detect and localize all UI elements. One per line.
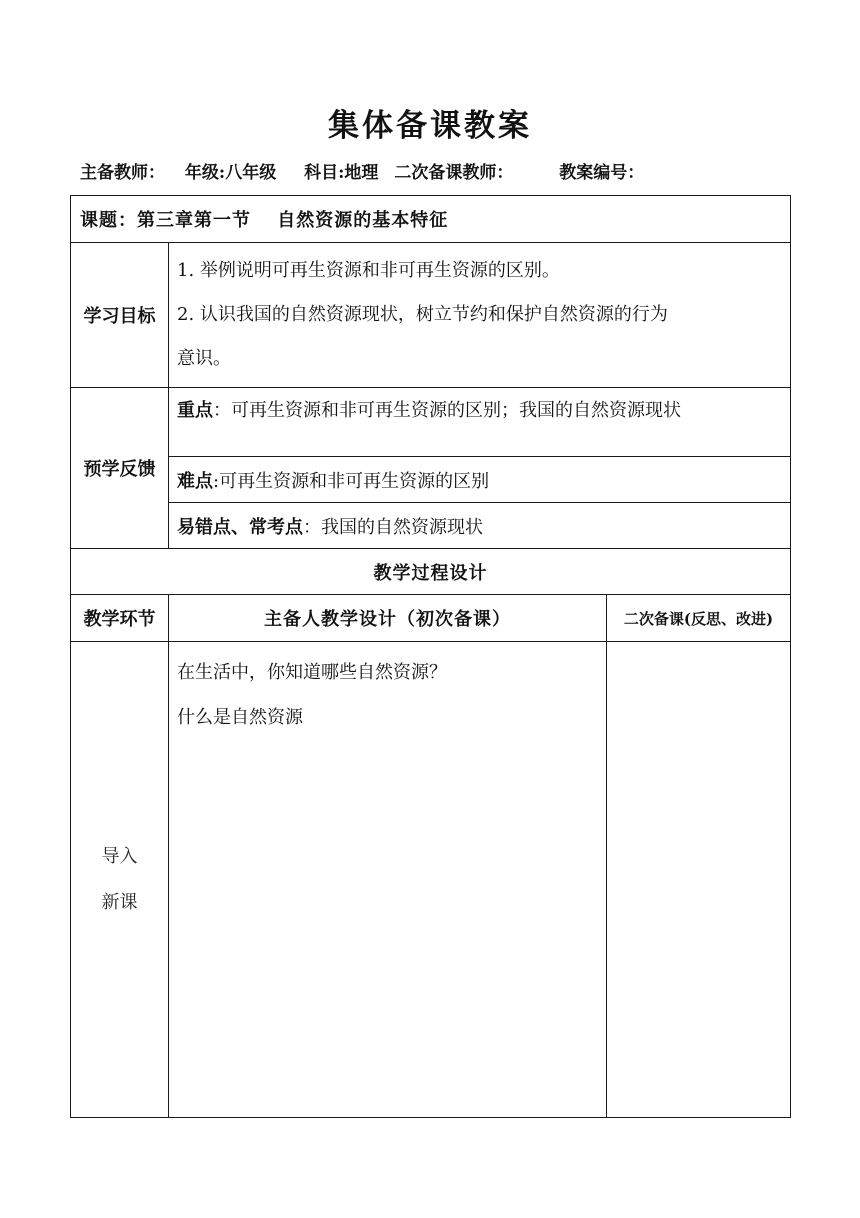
objective-item: 2. 认识我国的自然资源现状，树立节约和保护自然资源的行为 [177,304,668,325]
secondary-teacher-label: 二次备课教师： [394,163,514,183]
difficulty-label: 难点 [177,470,213,492]
difficulty-cell [169,457,791,503]
document-meta-line [80,160,644,186]
lesson-plan-table [70,195,791,1118]
intro-line: 什么是自然资源 [177,707,303,728]
intro-stage-row [71,642,791,1118]
process-header-row [71,549,791,595]
key-point-text: ：可再生资源和非可再生资源的区别；我国的自然资源现状 [213,400,681,421]
intro-line: 在生活中，你知道哪些自然资源？ [177,662,447,683]
lesson-topic: 课题：第三章第一节 自然资源的基本特征 [71,196,791,243]
difficulty-text: :可再生资源和非可再生资源的区别 [213,470,490,492]
topic-row [71,196,791,243]
objective-item: 1. 举例说明可再生资源和非可再生资源的区别。 [177,260,560,281]
objectives-label: 学习目标 [71,243,169,388]
error-prone-label: 易错点、常考点 [177,516,303,538]
intro-stage-label-line: 新课 [101,891,138,913]
intro-main-design [169,642,607,1118]
subject-label: 科目:地理 [304,163,379,183]
intro-stage-label [71,642,169,1118]
intro-stage-label-line: 导入 [101,845,138,867]
lead-teacher-label: 主备教师： [80,163,165,183]
key-point-row [71,388,791,457]
column-header-row [71,595,791,642]
key-point-label: 重点 [177,400,213,421]
col-secondary-header: 二次备课(反思、改进) [607,595,791,642]
key-point-cell [169,388,791,457]
objective-item: 意识。 [177,348,231,369]
col-main-design-header: 主备人教学设计（初次备课） [169,595,607,642]
document-title: 集体备课教案 [328,108,532,144]
error-prone-text: ：我国的自然资源现状 [303,516,483,538]
objectives-content [169,243,791,388]
col-stage-header: 教学环节 [71,595,169,642]
preview-feedback-label: 预学反馈 [71,388,169,549]
error-prone-cell [169,503,791,549]
grade-label: 年级:八年级 [184,163,277,183]
intro-secondary-notes [607,642,791,1118]
process-section-title: 教学过程设计 [71,549,791,595]
plan-number-label: 教案编号： [559,163,645,183]
objectives-row [71,243,791,388]
error-prone-row [71,503,791,549]
difficulty-row [71,457,791,503]
